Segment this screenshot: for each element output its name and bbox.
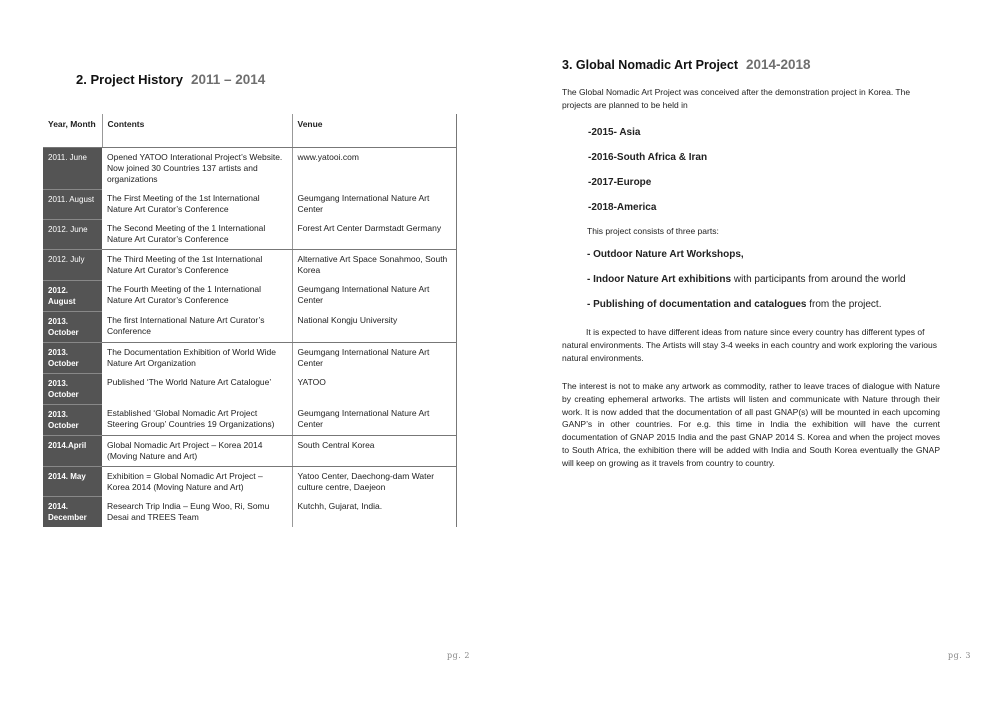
section-heading-gnap	[562, 57, 811, 72]
section-number: 3.	[562, 58, 573, 72]
venue-cell: www.yatooi.com	[292, 148, 456, 190]
intro-paragraph: The Global Nomadic Art Project was conceived after the demonstration project in Korea. The projects are planned to be held in	[562, 87, 911, 110]
date-cell: 2011. August	[43, 189, 102, 219]
venue-cell: South Central Korea	[292, 435, 456, 466]
header-venue: Venue	[292, 114, 456, 148]
table-row	[43, 189, 456, 219]
contents-cell: The First Meeting of the 1st International Nature Art Curator’s Conference	[102, 189, 292, 219]
body-paragraph-2: The interest is not to make any artwork as commodity, rather to leave traces of dialogue with Nature by creating ephemeral artworks. The artists will listen and communicate with Nature through their work. It is now added that the documentation of all past GNAP(s) will be mounted in each upcoming GANP’s in other countries. For e.g. this time in India the exhibition will have the current documentation of GNAP 2015 India and the past GNAP 2014 S. Korea and when the project moves to South Africa, the exhibition there will be added with India and South Korea eventually the GNAP will keep on growing as it travels from country to country.	[562, 381, 940, 468]
parts-list	[587, 248, 906, 323]
date-cell: 2011. June	[43, 148, 102, 190]
venue-cell: Geumgang International Nature Art Center	[292, 404, 456, 435]
body-paragraph-1: It is expected to have different ideas from nature since every country has different types of natural environments. The Artists will stay 3-4 weeks in each country and work exploring the various natural environments.	[562, 327, 937, 363]
contents-cell: The Fourth Meeting of the 1 International Nature Art Curator’s Conference	[102, 280, 292, 311]
region-item: -2016-South Africa & Iran	[588, 152, 708, 163]
table-header-row	[43, 114, 456, 148]
part-item-bold: - Publishing of documentation and catalogues	[587, 299, 807, 310]
contents-cell: The Second Meeting of the 1 International Nature Art Curator’s Conference	[102, 219, 292, 250]
venue-cell: Forest Art Center Darmstadt Germany	[292, 219, 456, 250]
page-number: pg. 2	[447, 651, 470, 660]
venue-cell: National Kongju University	[292, 311, 456, 342]
contents-cell: Published ‘The World Nature Art Catalogue’	[102, 373, 292, 404]
date-cell: 2013. October	[43, 342, 102, 373]
table-row	[43, 373, 456, 404]
contents-cell: Established ‘Global Nomadic Art Project Steering Group’ Countries 19 Organizations)	[102, 404, 292, 435]
contents-cell: The Third Meeting of the 1st International Nature Art Curator’s Conference	[102, 250, 292, 281]
venue-cell: Geumgang International Nature Art Center	[292, 280, 456, 311]
venue-cell: Geumgang International Nature Art Center	[292, 189, 456, 219]
parts-intro: This project consists of three parts:	[587, 226, 719, 236]
table-row	[43, 219, 456, 250]
venue-cell: Yatoo Center, Daechong-dam Water culture centre, Daejeon	[292, 466, 456, 497]
part-item-bold: - Indoor Nature Art exhibitions	[587, 274, 732, 285]
date-cell: 2014.April	[43, 435, 102, 466]
part-item	[587, 273, 906, 298]
table-row	[43, 250, 456, 281]
regions-list	[588, 126, 707, 226]
section-heading-project-history	[76, 72, 265, 87]
right-page	[500, 0, 1000, 706]
contents-cell: The first International Nature Art Curator’s Conference	[102, 311, 292, 342]
region-item: -2015- Asia	[588, 127, 641, 138]
part-item-rest: with participants from around the world	[731, 274, 906, 285]
venue-cell: Alternative Art Space Sonahmoo, South Korea	[292, 250, 456, 281]
table-row	[43, 404, 456, 435]
part-item	[587, 298, 906, 323]
date-cell: 2014. December	[43, 497, 102, 528]
region-item: -2018-America	[588, 202, 657, 213]
venue-cell: Geumgang International Nature Art Center	[292, 342, 456, 373]
header-contents: Contents	[102, 114, 292, 148]
date-cell: 2013. October	[43, 311, 102, 342]
date-cell: 2012. August	[43, 280, 102, 311]
section-years: 2011 – 2014	[190, 72, 266, 87]
date-cell: 2013. October	[43, 373, 102, 404]
table-row	[43, 466, 456, 497]
contents-cell: Global Nomadic Art Project – Korea 2014 (Moving Nature and Art)	[102, 435, 292, 466]
contents-cell: Opened YATOO Interational Project’s Website. Now joined 30 Countries 137 artists and organizations	[102, 148, 292, 190]
section-title: Global Nomadic Art Project	[575, 58, 738, 72]
date-cell: 2013. October	[43, 404, 102, 435]
table-row	[43, 435, 456, 466]
contents-cell: The Documentation Exhibition of World Wide Nature Art Organization	[102, 342, 292, 373]
section-number: 2.	[76, 72, 87, 87]
venue-cell: YATOO	[292, 373, 456, 404]
region-item: -2017-Europe	[588, 177, 652, 188]
section-years: 2014-2018	[746, 57, 811, 72]
part-item-rest: from the project.	[806, 299, 882, 310]
header-year-month: Year, Month	[43, 114, 102, 148]
table-row	[43, 280, 456, 311]
contents-cell: Research Trip India – Eung Woo, Ri, Somu Desai and TREES Team	[102, 497, 292, 528]
page-number: pg. 3	[948, 651, 971, 660]
date-cell: 2014. May	[43, 466, 102, 497]
table-row	[43, 342, 456, 373]
table-row	[43, 148, 456, 190]
section-title: Project History	[90, 72, 183, 87]
table-row	[43, 497, 456, 528]
part-item	[587, 248, 906, 273]
contents-cell: Exhibition = Global Nomadic Art Project – Korea 2014 (Moving Nature and Art)	[102, 466, 292, 497]
table-row	[43, 311, 456, 342]
venue-cell: Kutchh, Gujarat, India.	[292, 497, 456, 528]
part-item-bold: - Outdoor Nature Art Workshops,	[587, 249, 744, 260]
project-history-table	[43, 114, 457, 527]
date-cell: 2012. June	[43, 219, 102, 250]
date-cell: 2012. July	[43, 250, 102, 281]
table-body	[43, 148, 456, 528]
